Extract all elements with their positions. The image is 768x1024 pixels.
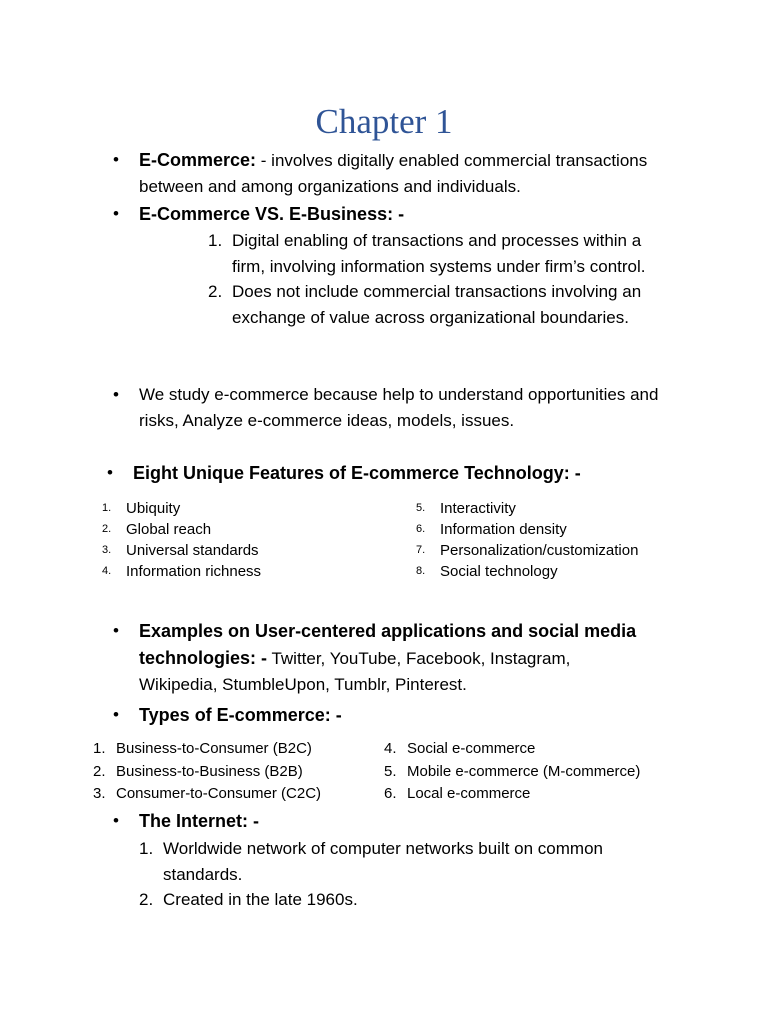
bullet-dot: •: [113, 811, 119, 830]
examples-text: Twitter, YouTube, Facebook, Instagram, Wikipedia, StumbleUpon, Tumblr, Pinterest.: [139, 649, 571, 694]
list-text: Created in the late 1960s.: [163, 890, 358, 909]
examples-bullet: [113, 618, 643, 698]
versus-heading: E-Commerce VS. E-Business: -: [139, 204, 405, 224]
list-number: 2.: [139, 890, 154, 909]
list-text: Interactivity: [440, 500, 516, 517]
list-item: [102, 519, 402, 540]
list-number: 2.: [102, 523, 112, 535]
list-number: 1.: [208, 231, 223, 250]
list-item: [416, 519, 736, 540]
list-number: 2.: [208, 282, 223, 301]
ecommerce-bullet: [113, 147, 673, 200]
features-list-left: [102, 498, 402, 582]
list-text: Digital enabling of transactions and processes within a firm, involving information systems under firm’s control.: [232, 231, 646, 276]
list-item: [102, 561, 402, 582]
list-text: Global reach: [126, 521, 212, 538]
list-text: Does not include commercial transactions involving an exchange of value across organizational boundaries.: [232, 282, 642, 327]
bullet-dot: •: [113, 621, 119, 640]
examples-heading: Examples on User-centered applications and social media technologies: -: [139, 621, 637, 668]
list-item: [93, 761, 383, 784]
list-number: 5.: [384, 762, 397, 780]
types-bullet: [113, 702, 673, 728]
internet-bullet: [113, 808, 673, 834]
list-item: [416, 561, 736, 582]
list-item: [416, 540, 736, 561]
internet-list: [139, 836, 679, 913]
list-number: 7.: [416, 544, 426, 556]
list-number: 3.: [93, 785, 106, 802]
list-number: 6.: [384, 785, 397, 802]
list-item: [208, 228, 678, 279]
list-number: 1.: [102, 502, 112, 514]
list-text: Social e-commerce: [407, 740, 536, 757]
features-bullet: [107, 460, 707, 486]
list-text: Mobile e-commerce (M-commerce): [407, 762, 641, 780]
list-number: 3.: [102, 544, 112, 556]
features-list-right: [416, 498, 736, 582]
list-text: Business-to-Consumer (B2C): [116, 740, 312, 757]
list-text: Worldwide network of computer networks built on common standards.: [163, 839, 603, 884]
list-number: 5.: [416, 502, 426, 514]
types-heading: Types of E-commerce: -: [139, 705, 342, 725]
list-item: [93, 738, 383, 761]
list-item: [139, 887, 679, 913]
list-number: 1.: [93, 740, 106, 757]
ecommerce-definition: - involves digitally enabled commercial transactions between and among organizations and individuals.: [139, 151, 648, 196]
list-number: 6.: [416, 523, 426, 535]
list-item: [208, 279, 678, 330]
list-text: Information density: [440, 521, 567, 538]
list-item: [93, 783, 383, 806]
features-heading: Eight Unique Features of E-commerce Technology: -: [133, 463, 581, 483]
page-title: Chapter 1: [315, 102, 453, 141]
why-study-text: We study e-commerce because help to understand opportunities and risks, Analyze e-commerce ideas, models, issues.: [139, 385, 659, 430]
bullet-dot: •: [113, 705, 119, 724]
list-item: [384, 738, 704, 761]
list-item: [384, 761, 704, 784]
list-text: Information richness: [126, 563, 262, 580]
list-item: [416, 498, 736, 519]
list-text: Universal standards: [126, 542, 259, 559]
list-item: [102, 498, 402, 519]
list-number: 4.: [384, 740, 397, 757]
types-list-right: [384, 738, 704, 806]
list-text: Personalization/customization: [440, 542, 639, 559]
internet-heading: The Internet: -: [139, 811, 259, 831]
bullet-dot: •: [113, 385, 119, 404]
ecommerce-term: E-Commerce:: [139, 150, 257, 170]
list-text: Local e-commerce: [407, 785, 531, 802]
list-item: [384, 783, 704, 806]
bullet-dot: •: [107, 463, 113, 482]
list-text: Ubiquity: [126, 500, 181, 517]
list-item: [102, 540, 402, 561]
list-number: 8.: [416, 565, 426, 577]
bullet-dot: •: [113, 204, 119, 223]
types-list-left: [93, 738, 383, 806]
list-number: 4.: [102, 565, 112, 577]
list-text: Consumer-to-Consumer (C2C): [116, 785, 322, 802]
list-text: Social technology: [440, 563, 558, 580]
list-item: [139, 836, 679, 887]
versus-list: [208, 228, 678, 330]
list-number: 1.: [139, 839, 154, 858]
versus-bullet: [113, 201, 673, 227]
bullet-dot: •: [113, 150, 119, 169]
list-number: 2.: [93, 762, 106, 780]
why-study-bullet: [113, 382, 673, 434]
list-text: Business-to-Business (B2B): [116, 762, 303, 780]
